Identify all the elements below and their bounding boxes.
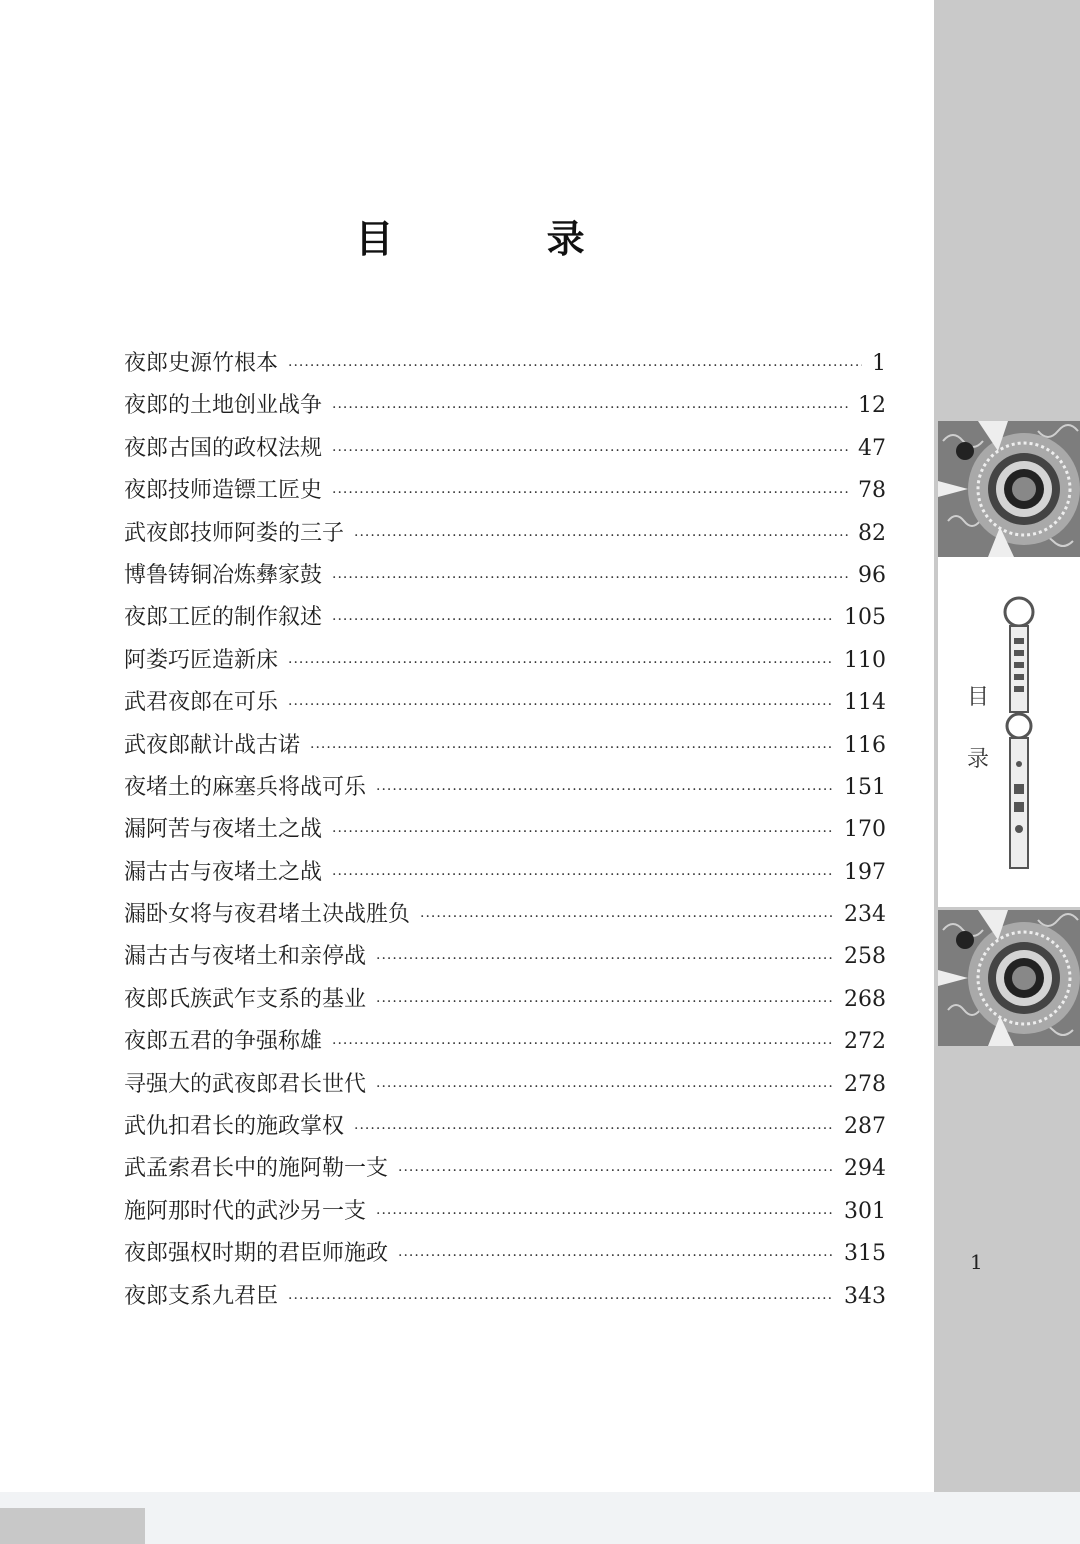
toc-entry-page: 47 — [858, 435, 886, 461]
toc-entry-title: 夜郎的土地创业战争 — [124, 393, 323, 419]
toc-entry-page: 151 — [844, 774, 886, 800]
toc-entry-page: 82 — [858, 520, 886, 546]
toc-entry-page: 105 — [844, 605, 886, 631]
toc-entry[interactable] — [124, 936, 886, 978]
toc-entry[interactable] — [124, 1021, 886, 1063]
toc-entry-title: 施阿那时代的武沙另一支 — [124, 1198, 367, 1224]
toc-entry-page: 78 — [858, 478, 886, 504]
toc-entry-title: 武仇扣君长的施政掌权 — [124, 1114, 345, 1140]
ornamental-bookmark-icon — [1000, 594, 1038, 874]
toc-entry[interactable] — [124, 1148, 886, 1190]
toc-entry-page: 234 — [844, 902, 886, 928]
dot-leader — [398, 1150, 834, 1192]
toc-entry[interactable] — [124, 1064, 886, 1106]
toc-entry-title: 漏阿苦与夜堵土之战 — [124, 817, 323, 843]
toc-entry-title: 武孟索君长中的施阿勒一支 — [124, 1156, 389, 1182]
dot-leader — [332, 854, 834, 896]
toc-entry[interactable] — [124, 597, 886, 639]
toc-entry-title: 夜郎支系九君臣 — [124, 1283, 279, 1309]
toc-entry-page: 197 — [844, 859, 886, 885]
toc-entry-page: 287 — [844, 1114, 886, 1140]
dot-leader — [288, 345, 862, 387]
dot-leader — [354, 1108, 834, 1150]
toc-entry-title: 漏古古与夜堵土之战 — [124, 859, 323, 885]
page-title: 目 录 — [355, 217, 655, 261]
toc-entry-page: 170 — [844, 817, 886, 843]
toc-entry[interactable] — [124, 1233, 886, 1275]
sidebar-label-top: 目 — [966, 685, 989, 710]
toc-entry-page: 96 — [858, 562, 886, 588]
toc-entry-title: 夜郎氏族武乍支系的基业 — [124, 986, 367, 1012]
toc-entry-page: 1 — [872, 351, 886, 376]
toc-entry-title: 夜堵土的麻塞兵将战可乐 — [124, 774, 367, 800]
toc-entry-title: 博鲁铸铜冶炼彝家鼓 — [124, 562, 323, 588]
toc-entry[interactable] — [124, 1106, 886, 1148]
toc-entry[interactable] — [124, 470, 886, 512]
toc-entry-page: 268 — [844, 986, 886, 1012]
toc-entry-page: 315 — [844, 1241, 886, 1267]
dot-leader — [288, 642, 834, 684]
dot-leader — [332, 387, 848, 429]
toc-entry-title: 寻强大的武夜郎君长世代 — [124, 1071, 367, 1097]
toc-entry-title: 阿娄巧匠造新床 — [124, 647, 279, 673]
toc-entry-title: 武夜郎献计战古诺 — [124, 732, 301, 758]
bottom-tab — [0, 1508, 145, 1544]
toc-entry-page: 294 — [844, 1156, 886, 1182]
dot-leader — [354, 515, 848, 557]
dot-leader — [332, 430, 848, 472]
toc-entry-page: 114 — [844, 690, 886, 716]
toc-entry-page: 301 — [844, 1198, 886, 1224]
dot-leader — [332, 811, 834, 853]
toc-entry-page: 258 — [844, 944, 886, 970]
toc-entry-title: 夜郎史源竹根本 — [124, 351, 279, 376]
toc-entry[interactable] — [124, 809, 886, 851]
toc-entry[interactable] — [124, 682, 886, 724]
dot-leader — [376, 1066, 834, 1108]
dot-leader — [332, 599, 834, 641]
toc-entry[interactable] — [124, 1276, 886, 1318]
dot-leader — [332, 1023, 834, 1065]
toc-entry[interactable] — [124, 767, 886, 809]
page-number: 1 — [970, 1250, 983, 1274]
toc-entry-page: 343 — [844, 1283, 886, 1309]
dot-leader — [376, 981, 834, 1023]
toc-entry-title: 夜郎古国的政权法规 — [124, 435, 323, 461]
toc-entry[interactable] — [124, 894, 886, 936]
toc-entry-title: 漏卧女将与夜君堵土决战胜负 — [124, 902, 411, 928]
dot-leader — [376, 769, 834, 811]
toc-entry[interactable] — [124, 555, 886, 597]
toc-entry-title: 夜郎技师造镖工匠史 — [124, 478, 323, 504]
toc-entry-page: 272 — [844, 1029, 886, 1055]
toc-entry-page: 278 — [844, 1071, 886, 1097]
toc-entry[interactable] — [124, 513, 886, 555]
toc-entry-title: 武君夜郎在可乐 — [124, 690, 279, 716]
toc-entry-page: 12 — [858, 393, 886, 419]
toc-entry[interactable] — [124, 640, 886, 682]
sidebar-label-bottom: 录 — [966, 747, 989, 772]
toc-entry[interactable] — [124, 1191, 886, 1233]
toc-entry[interactable] — [124, 725, 886, 767]
bronze-drum-pattern-icon — [938, 421, 1080, 557]
toc-entry-title: 武夜郎技师阿娄的三子 — [124, 520, 345, 546]
toc-entry-page: 116 — [844, 732, 886, 758]
dot-leader — [288, 1278, 834, 1320]
toc-entry[interactable] — [124, 385, 886, 427]
dot-leader — [332, 472, 848, 514]
toc-entry-title: 夜郎工匠的制作叙述 — [124, 605, 323, 631]
toc-entry-page: 110 — [844, 647, 886, 673]
bottom-strip — [0, 1492, 1080, 1544]
toc-entry[interactable] — [124, 428, 886, 470]
dot-leader — [332, 557, 848, 599]
toc-entry-title: 夜郎强权时期的君臣师施政 — [124, 1241, 389, 1267]
dot-leader — [398, 1235, 834, 1277]
bronze-drum-pattern-icon — [938, 910, 1080, 1046]
dot-leader — [376, 938, 834, 980]
dot-leader — [288, 684, 834, 726]
toc-entry-title: 漏古古与夜堵土和亲停战 — [124, 944, 367, 970]
dot-leader — [420, 896, 834, 938]
dot-leader — [376, 1193, 834, 1235]
dot-leader — [310, 727, 834, 769]
toc-entry[interactable] — [124, 979, 886, 1021]
toc-entry[interactable] — [124, 852, 886, 894]
table-of-contents — [124, 343, 886, 1318]
toc-entry[interactable] — [124, 343, 886, 385]
toc-entry-title: 夜郎五君的争强称雄 — [124, 1029, 323, 1055]
